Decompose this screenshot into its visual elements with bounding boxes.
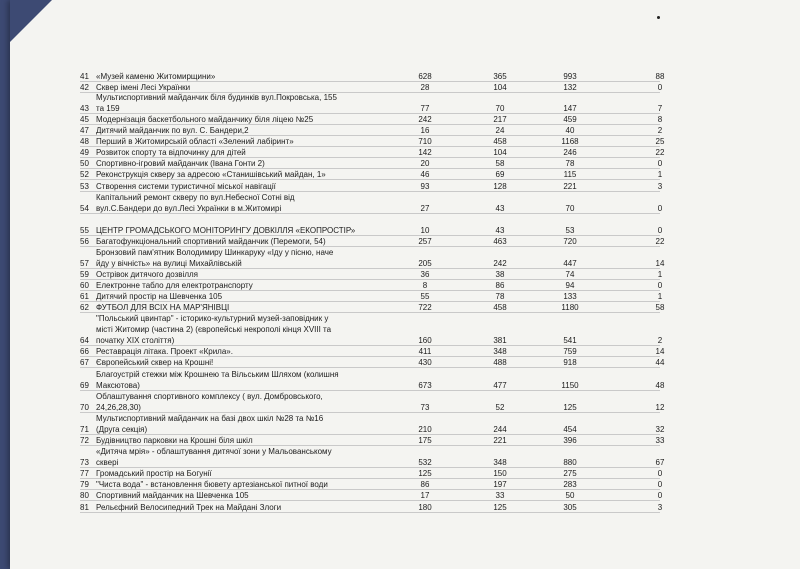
row-divider: [80, 157, 660, 158]
value-cell: 43: [495, 226, 505, 235]
value-cell: 348: [493, 347, 507, 356]
value-cell: 180: [418, 503, 432, 512]
value-cell: 94: [565, 281, 575, 290]
row-number: 45: [80, 115, 89, 124]
value-cell: 48: [655, 381, 665, 390]
value-cell: 125: [418, 469, 432, 478]
project-name: Розвиток спорту та відпочинку для дітей: [96, 148, 246, 157]
value-cell: 411: [418, 347, 432, 356]
row-divider: [80, 113, 660, 114]
row-number: 56: [80, 237, 89, 246]
value-cell: 8: [422, 281, 428, 290]
value-cell: 22: [655, 237, 665, 246]
project-name: Дитячий майданчик по вул. С. Бандери,2: [96, 126, 249, 135]
value-cell: 147: [563, 104, 577, 113]
value-cell: 160: [418, 336, 432, 345]
value-cell: 58: [495, 159, 505, 168]
value-cell: 365: [493, 72, 507, 81]
project-name: початку XIX століття): [96, 336, 175, 345]
row-number: 48: [80, 137, 89, 146]
row-number: 47: [80, 126, 89, 135]
row-number: 81: [80, 503, 89, 512]
row-divider: [80, 135, 660, 136]
value-cell: 221: [563, 182, 577, 191]
value-cell: 40: [565, 126, 575, 135]
row-number: 60: [80, 281, 89, 290]
value-cell: 93: [420, 182, 430, 191]
value-cell: 430: [418, 358, 432, 367]
row-divider: [80, 390, 660, 391]
row-divider: [80, 81, 660, 82]
value-cell: 150: [493, 469, 507, 478]
row-number: 62: [80, 303, 89, 312]
value-cell: 10: [420, 226, 430, 235]
value-cell: 14: [655, 347, 665, 356]
value-cell: 67: [655, 458, 665, 467]
value-cell: 1: [657, 270, 663, 279]
row-number: 55: [80, 226, 89, 235]
value-cell: 28: [420, 83, 430, 92]
value-cell: 58: [655, 303, 665, 312]
value-cell: 43: [495, 204, 505, 213]
value-cell: 1: [657, 292, 663, 301]
project-name: Благоустрій стежки між Крошнею та Вільським Шляхом (колишня: [96, 370, 339, 379]
project-name: Капітальний ремонт скверу по вул.Небесної Сотні від: [96, 193, 295, 202]
row-divider: [80, 124, 660, 125]
value-cell: 1168: [561, 137, 579, 146]
row-number: 71: [80, 425, 89, 434]
project-name: йду у вічність» на вулиці Михайлівській: [96, 259, 242, 268]
value-cell: 36: [420, 270, 430, 279]
value-cell: 242: [493, 259, 507, 268]
project-name: Реставрація літака. Проект «Крила».: [96, 347, 233, 356]
row-divider: [80, 356, 660, 357]
row-divider: [80, 434, 660, 435]
project-name: "Чиста вода" - встановлення бювету артезіанської питної води: [96, 480, 328, 489]
row-number: 43: [80, 104, 89, 113]
row-divider: [80, 489, 660, 490]
row-number: 54: [80, 204, 89, 213]
value-cell: 78: [495, 292, 505, 301]
row-number: 50: [80, 159, 89, 168]
value-cell: 0: [657, 480, 663, 489]
row-number: 57: [80, 259, 89, 268]
value-cell: 197: [493, 480, 507, 489]
project-name: Сквер імені Лесі Українки: [96, 83, 191, 92]
row-divider: [80, 290, 660, 291]
value-cell: 132: [563, 83, 577, 92]
row-divider: [80, 512, 660, 513]
value-cell: 1150: [561, 381, 579, 390]
project-name: Острівок дитячого дозвілля: [96, 270, 198, 279]
project-name: сквері: [96, 458, 119, 467]
project-name: Максютова): [96, 381, 140, 390]
row-number: 67: [80, 358, 89, 367]
value-cell: 396: [563, 436, 577, 445]
value-cell: 73: [420, 403, 430, 412]
value-cell: 759: [563, 347, 577, 356]
value-cell: 32: [655, 425, 665, 434]
row-divider: [80, 467, 660, 468]
row-number: 52: [80, 170, 89, 179]
value-cell: 74: [565, 270, 575, 279]
value-cell: 52: [495, 403, 505, 412]
value-cell: 133: [563, 292, 577, 301]
value-cell: 69: [495, 170, 505, 179]
value-cell: 458: [493, 303, 507, 312]
value-cell: 3: [657, 503, 663, 512]
project-name: Європейський сквер на Крошні!: [96, 358, 214, 367]
value-cell: 221: [493, 436, 507, 445]
value-cell: 55: [420, 292, 430, 301]
value-cell: 125: [493, 503, 507, 512]
value-cell: 33: [495, 491, 505, 500]
value-cell: 458: [493, 137, 507, 146]
row-divider: [80, 146, 660, 147]
project-name: Облаштування спортивного комплексу ( вул. Домбровського,: [96, 392, 323, 401]
value-cell: 0: [657, 226, 663, 235]
value-cell: 8: [657, 115, 663, 124]
value-cell: 257: [418, 237, 432, 246]
row-number: 64: [80, 336, 89, 345]
value-cell: 44: [655, 358, 665, 367]
project-name: Багатофункціональний спортивний майданчик (Перемоги, 54): [96, 237, 326, 246]
value-cell: 880: [563, 458, 577, 467]
value-cell: 3: [657, 182, 663, 191]
value-cell: 541: [563, 336, 577, 345]
value-cell: 918: [563, 358, 577, 367]
value-cell: 275: [563, 469, 577, 478]
value-cell: 88: [655, 72, 665, 81]
row-divider: [80, 179, 660, 180]
project-name: Громадський простір на Богунії: [96, 469, 212, 478]
value-cell: 70: [495, 104, 505, 113]
value-cell: 628: [418, 72, 432, 81]
project-name: Реконструкція скверу за адресою «Станишівський майдан, 1»: [96, 170, 326, 179]
project-name: місті Житомир (частина 2) (європейські некрополі кінця XVIII та: [96, 325, 332, 334]
value-cell: 24: [495, 126, 505, 135]
value-cell: 447: [563, 259, 577, 268]
value-cell: 53: [565, 226, 575, 235]
value-cell: 463: [493, 237, 507, 246]
value-cell: 459: [563, 115, 577, 124]
project-name: вул.С.Бандери до вул.Лесі Українки в м.Житомирі: [96, 204, 282, 213]
project-name: Спортивно-ігровий майданчик (Івана Гонти 2): [96, 159, 265, 168]
value-cell: 77: [420, 104, 430, 113]
value-cell: 0: [657, 469, 663, 478]
row-divider: [80, 235, 660, 236]
value-cell: 1: [657, 170, 663, 179]
value-cell: 532: [418, 458, 432, 467]
project-name: Спортивний майданчик на Шевченка 105: [96, 491, 249, 500]
value-cell: 246: [563, 148, 577, 157]
value-cell: 38: [495, 270, 505, 279]
row-divider: [80, 500, 660, 501]
project-name: Мультиспортивний майданчик біля будинків вул.Покровська, 155: [96, 93, 337, 102]
value-cell: 104: [493, 148, 507, 157]
value-cell: 305: [563, 503, 577, 512]
project-name: Модернізація баскетбольного майданчику біля ліцею №25: [96, 115, 314, 124]
value-cell: 7: [657, 104, 663, 113]
project-name: Бронзовий пам'ятник Володимиру Шинкаруку «Іду у пісню, наче: [96, 248, 334, 257]
project-name: (Друга секція): [96, 425, 148, 434]
row-number: 69: [80, 381, 89, 390]
row-number: 70: [80, 403, 89, 412]
value-cell: 454: [563, 425, 577, 434]
row-divider: [80, 478, 660, 479]
value-cell: 0: [657, 491, 663, 500]
value-cell: 242: [418, 115, 432, 124]
value-cell: 993: [563, 72, 577, 81]
project-name: Будівництво парковки на Крошні біля шкіл: [96, 436, 253, 445]
row-divider: [80, 345, 660, 346]
project-name: Дитячий простір на Шевченка 105: [96, 292, 223, 301]
project-name: Електронне табло для електротранспорту: [96, 281, 253, 290]
project-name: ЦЕНТР ГРОМАДСЬКОГО МОНІТОРИНГУ ДОВКІЛЛЯ «ЕКОПРОСТІР»: [96, 226, 356, 235]
value-cell: 128: [493, 182, 507, 191]
value-cell: 673: [418, 381, 432, 390]
value-cell: 381: [493, 336, 507, 345]
value-cell: 710: [418, 137, 432, 146]
value-cell: 70: [565, 204, 575, 213]
value-cell: 722: [418, 303, 432, 312]
project-name: «Дитяча мрія» - облаштування дитячої зони у Мальованському: [96, 447, 332, 456]
row-divider: [80, 246, 660, 247]
value-cell: 50: [565, 491, 575, 500]
value-cell: 142: [418, 148, 432, 157]
value-cell: 78: [565, 159, 575, 168]
row-number: 49: [80, 148, 89, 157]
value-cell: 2: [657, 336, 663, 345]
project-name: Мультиспортивний майданчик на базі двох шкіл №28 та №16: [96, 414, 324, 423]
value-cell: 14: [655, 259, 665, 268]
value-cell: 17: [420, 491, 430, 500]
project-name: ФУТБОЛ ДЛЯ ВСІХ НА МАР'ЯНІВЦІ: [96, 303, 230, 312]
value-cell: 0: [657, 204, 663, 213]
row-number: 72: [80, 436, 89, 445]
value-cell: 27: [420, 204, 430, 213]
value-cell: 22: [655, 148, 665, 157]
value-cell: 720: [563, 237, 577, 246]
row-number: 61: [80, 292, 89, 301]
row-number: 41: [80, 72, 89, 81]
project-name: та 159: [96, 104, 120, 113]
value-cell: 0: [657, 281, 663, 290]
row-number: 42: [80, 83, 89, 92]
row-number: 53: [80, 182, 89, 191]
value-cell: 46: [420, 170, 430, 179]
value-cell: 25: [655, 137, 665, 146]
row-number: 80: [80, 491, 89, 500]
row-divider: [80, 312, 660, 313]
value-cell: 217: [493, 115, 507, 124]
value-cell: 20: [420, 159, 430, 168]
value-cell: 0: [657, 83, 663, 92]
value-cell: 33: [655, 436, 665, 445]
project-name: Рельєфний Велосипедний Трек на Майдані Злоги: [96, 503, 282, 512]
value-cell: 115: [563, 170, 577, 179]
row-divider: [80, 213, 660, 214]
document-page: [10, 0, 800, 569]
row-divider: [80, 191, 660, 192]
row-divider: [80, 279, 660, 280]
row-divider: [80, 268, 660, 269]
value-cell: 477: [493, 381, 507, 390]
value-cell: 175: [418, 436, 432, 445]
value-cell: 205: [418, 259, 432, 268]
row-number: 77: [80, 469, 89, 478]
row-divider: [80, 168, 660, 169]
value-cell: 0: [657, 159, 663, 168]
value-cell: 86: [495, 281, 505, 290]
value-cell: 244: [493, 425, 507, 434]
value-cell: 125: [563, 403, 577, 412]
value-cell: 283: [563, 480, 577, 489]
value-cell: 104: [493, 83, 507, 92]
project-name: Створення системи туристичної міської навігації: [96, 182, 276, 191]
row-divider: [80, 412, 660, 413]
value-cell: 12: [655, 403, 665, 412]
project-name: Перший в Житомирській області «Зелений лабіринт»: [96, 137, 294, 146]
project-name: 24,26,28,30): [96, 403, 141, 412]
row-divider: [80, 445, 660, 446]
row-number: 79: [80, 480, 89, 489]
value-cell: 16: [420, 126, 430, 135]
row-divider: [80, 301, 660, 302]
project-name: "Польський цвинтар" - історико-культурний музей-заповідник у: [96, 314, 329, 323]
project-name: «Музей каменю Житомирщини»: [96, 72, 216, 81]
row-divider: [80, 367, 660, 368]
row-number: 73: [80, 458, 89, 467]
value-cell: 488: [493, 358, 507, 367]
value-cell: 348: [493, 458, 507, 467]
value-cell: 2: [657, 126, 663, 135]
value-cell: 86: [420, 480, 430, 489]
projects-table: [10, 0, 800, 569]
value-cell: 210: [418, 425, 432, 434]
value-cell: 1180: [561, 303, 579, 312]
row-number: 59: [80, 270, 89, 279]
row-number: 66: [80, 347, 89, 356]
